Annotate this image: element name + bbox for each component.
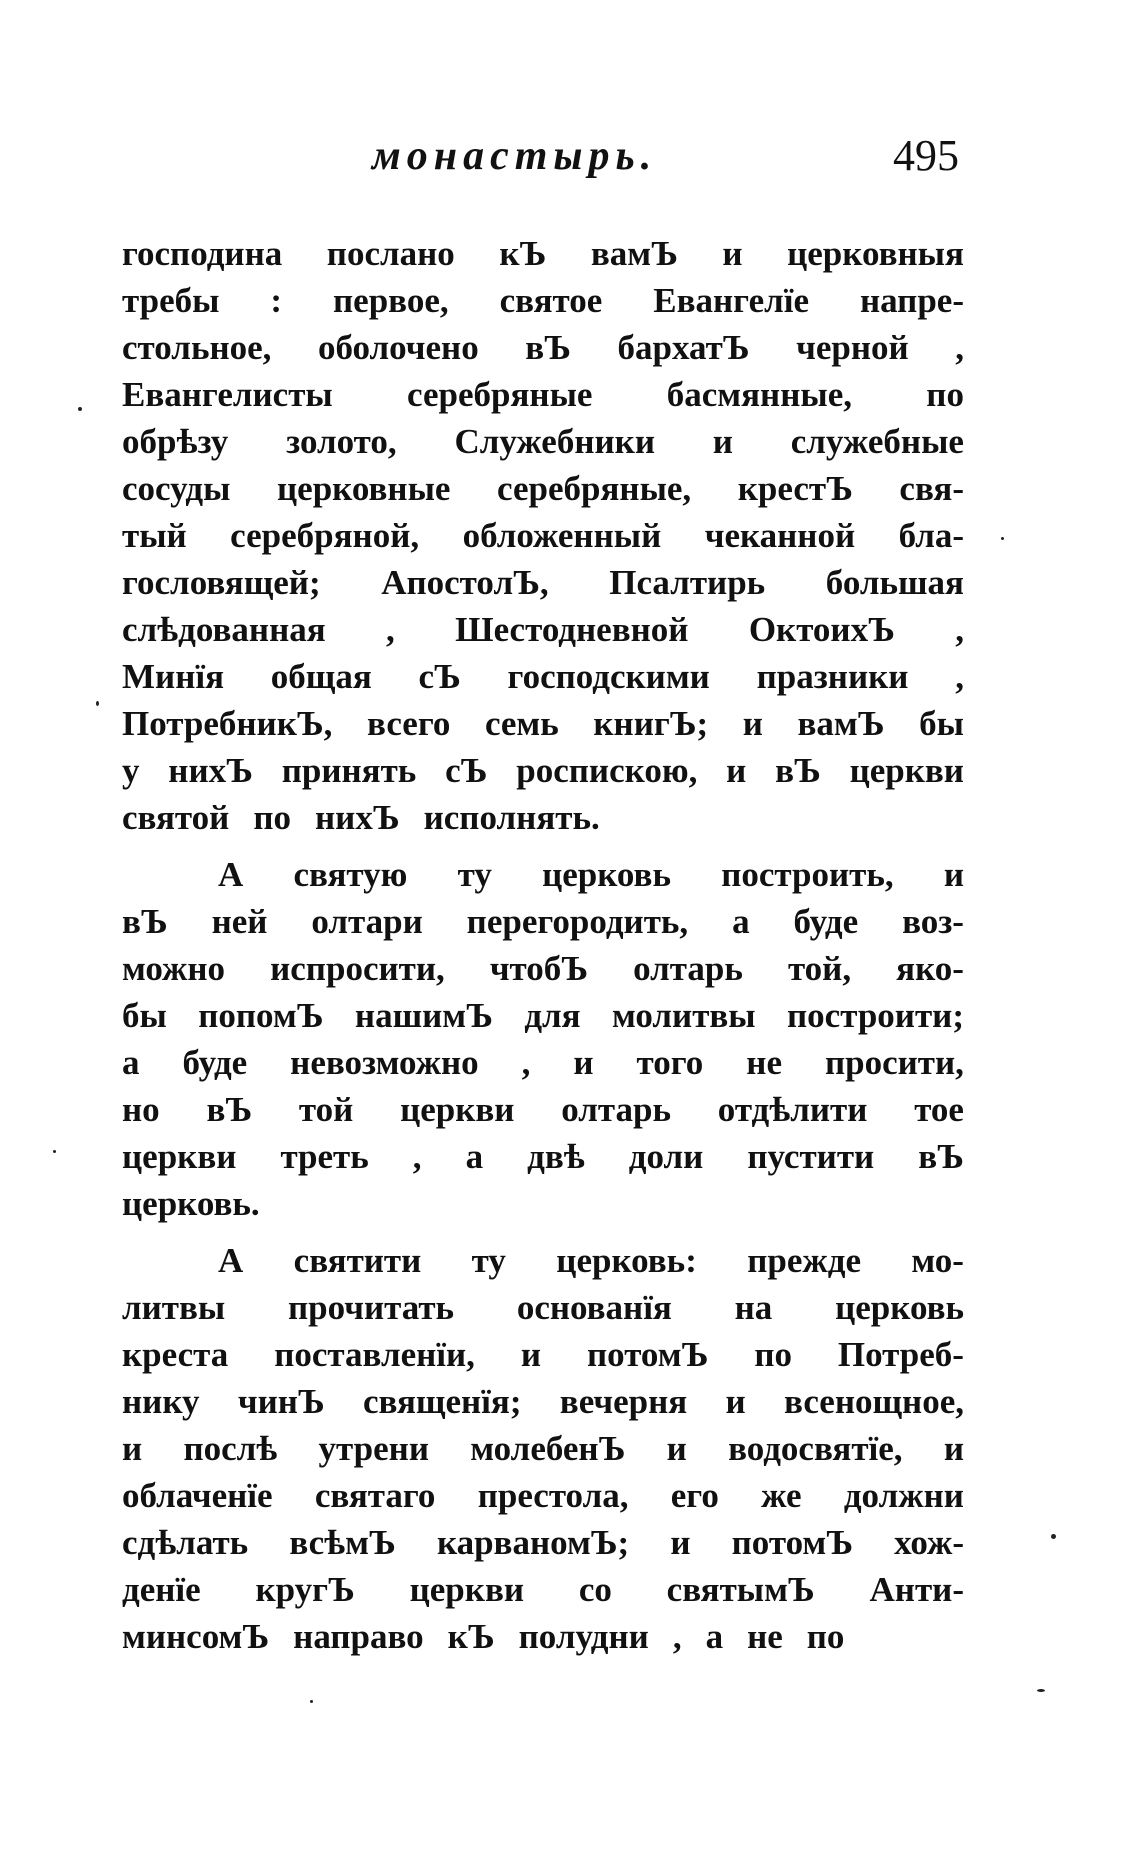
word: гословящей; [122, 563, 321, 602]
word: послѣ [183, 1429, 278, 1468]
word: испросити, [270, 949, 445, 988]
word: невозможно [290, 1043, 479, 1082]
word: слѣдованная [122, 610, 326, 649]
word: церкви [400, 1090, 515, 1129]
word: напре- [859, 281, 964, 320]
word: чеканной [704, 516, 856, 555]
text-line [122, 418, 964, 465]
word: хож- [894, 1523, 964, 1562]
word: , [412, 1137, 422, 1176]
word: церкви [122, 1137, 237, 1176]
word: направо [293, 1617, 424, 1656]
word: , [521, 1043, 531, 1082]
body-text [122, 230, 964, 1660]
text-line [122, 465, 964, 512]
text-line [122, 1378, 964, 1425]
paragraph [122, 230, 964, 841]
print-speck [1051, 1534, 1056, 1539]
word: вЪ [525, 328, 571, 367]
word: ОктоихЪ [748, 610, 895, 649]
word: церковь [835, 1288, 964, 1327]
text-line [122, 1039, 964, 1086]
word: серебряной, [230, 516, 420, 555]
word: бы [122, 996, 167, 1035]
word: и [666, 1429, 687, 1468]
word: потомЪ [731, 1523, 854, 1562]
word: и [742, 704, 763, 743]
paragraph [122, 1237, 964, 1660]
word: всего [367, 704, 451, 743]
word: святымЪ [666, 1570, 815, 1609]
word: нику [122, 1382, 200, 1421]
word: а [732, 902, 750, 941]
word: по [754, 1335, 792, 1374]
word: кЪ [447, 1617, 495, 1656]
word: полудни [518, 1617, 649, 1656]
text-line [122, 1519, 964, 1566]
word: карваномЪ; [436, 1523, 630, 1562]
word: вамЪ [797, 704, 885, 743]
word: нихЪ [314, 798, 400, 837]
word: водосвятїе, [728, 1429, 903, 1468]
text-line [122, 1237, 964, 1284]
word: сЪ [418, 657, 461, 696]
word: можно [122, 949, 226, 988]
word: облаченїе [122, 1476, 273, 1515]
paragraph-gap [122, 1227, 964, 1237]
word: Служебники [454, 422, 656, 461]
running-head [0, 128, 1140, 188]
word: святити [293, 1241, 422, 1280]
word: доли [628, 1137, 704, 1176]
word: чинЪ [237, 1382, 325, 1421]
word: не [746, 1043, 782, 1082]
word: той [298, 1090, 354, 1129]
word: церкви [409, 1570, 525, 1609]
word: первое, [333, 281, 449, 320]
word: и [520, 1335, 542, 1374]
text-line [122, 1472, 964, 1519]
word: ту [471, 1241, 506, 1280]
text-line [122, 1284, 964, 1331]
word: потомЪ [586, 1335, 709, 1374]
word: а [705, 1617, 724, 1656]
word: вЪ [775, 751, 821, 790]
word: отдѣлити [717, 1090, 868, 1129]
word: вамЪ [590, 234, 678, 273]
word: роспискою, [516, 751, 698, 790]
text-line [122, 1425, 964, 1472]
word: священїя; [363, 1382, 522, 1421]
word: а [122, 1043, 140, 1082]
word: сдѣлать [122, 1523, 249, 1562]
word: воз- [902, 902, 964, 941]
word: святой [122, 798, 230, 837]
print-speck [78, 407, 82, 411]
word: семь [484, 704, 559, 743]
word: и [943, 855, 964, 894]
text-line [122, 230, 964, 277]
word: церкви [849, 751, 964, 790]
print-speck [1037, 1689, 1045, 1692]
word: не [747, 1617, 783, 1656]
word: же [761, 1476, 802, 1515]
word: прочитать [288, 1288, 455, 1327]
word: Шестодневной [455, 610, 689, 649]
word: Анти- [869, 1570, 964, 1609]
word: , [955, 657, 964, 696]
word: минсомЪ [122, 1617, 270, 1656]
word: господскими [507, 657, 710, 696]
word: для [524, 996, 581, 1035]
word: бархатЪ [617, 328, 750, 367]
text-line [122, 794, 964, 841]
word: кругЪ [255, 1570, 355, 1609]
print-speck [53, 1150, 56, 1153]
word: просити, [824, 1043, 964, 1082]
word: поставленїи, [274, 1335, 475, 1374]
word: основанїя [516, 1288, 672, 1327]
word: крестЪ [737, 469, 853, 508]
text-line [122, 1180, 964, 1227]
word: и [722, 234, 743, 273]
word: олтари [311, 902, 423, 941]
word: попомЪ [198, 996, 324, 1035]
word: бы [919, 704, 964, 743]
word: принять [281, 751, 417, 790]
word: , [955, 328, 964, 367]
word: Евангелисты [122, 375, 333, 414]
word: всѣмЪ [289, 1523, 396, 1562]
word: святое [499, 281, 603, 320]
text-line [122, 992, 964, 1039]
word: буде [182, 1043, 248, 1082]
word: прежде [747, 1241, 862, 1280]
word: по [926, 375, 964, 414]
text-line [122, 851, 964, 898]
word: пустити [747, 1137, 875, 1176]
word: служебные [790, 422, 964, 461]
word: буде [793, 902, 859, 941]
word: Евангелїе [653, 281, 810, 320]
word: , [386, 610, 395, 649]
word: черной [796, 328, 909, 367]
text-line [122, 898, 964, 945]
word: чтобЪ [489, 949, 589, 988]
word: А [218, 1241, 244, 1280]
word: оболочено [317, 328, 479, 367]
word: празники [756, 657, 909, 696]
text-line [122, 945, 964, 992]
paragraph-gap [122, 841, 964, 851]
word: а [465, 1137, 484, 1176]
word: , [672, 1617, 682, 1656]
word: утрени [318, 1429, 429, 1468]
word: святую [293, 855, 408, 894]
word: его [670, 1476, 719, 1515]
word: , [955, 610, 964, 649]
text-line [122, 277, 964, 324]
word: олтарь [633, 949, 743, 988]
word: двѣ [527, 1137, 585, 1176]
word: и [122, 1429, 143, 1468]
word: серебряные [407, 375, 593, 414]
word: церковь: [556, 1241, 697, 1280]
word: Минїя [122, 657, 225, 696]
text-line [122, 1331, 964, 1378]
text-line [122, 512, 964, 559]
text-line [122, 1133, 964, 1180]
text-line [122, 559, 964, 606]
word: золото, [286, 422, 397, 461]
word: престола, [477, 1476, 629, 1515]
word: креста [122, 1335, 229, 1374]
word: АпостолЪ, [381, 563, 549, 602]
word: церковь. [122, 1184, 260, 1223]
word: серебряные, [497, 469, 692, 508]
word: построити; [787, 996, 964, 1035]
word: церковь [542, 855, 671, 894]
print-speck [310, 1700, 313, 1703]
word: большая [825, 563, 964, 602]
text-line [122, 324, 964, 371]
word: : [270, 281, 283, 320]
word: яко- [896, 949, 964, 988]
word: молитвы [611, 996, 756, 1035]
word: построить, [721, 855, 894, 894]
word: стольное, [122, 328, 272, 367]
word: той, [787, 949, 852, 988]
print-speck [96, 701, 99, 706]
word: и [726, 751, 747, 790]
page-number: 495 [893, 131, 959, 180]
word: должни [843, 1476, 964, 1515]
word: молебенЪ [470, 1429, 626, 1468]
word: нашимЪ [354, 996, 493, 1035]
word: вЪ [206, 1090, 253, 1129]
word: общая [270, 657, 372, 696]
text-line [122, 606, 964, 653]
word: по [253, 798, 291, 837]
word: книгЪ; [593, 704, 709, 743]
word: А [218, 855, 244, 894]
word: свя- [899, 469, 964, 508]
word: перегородить, [466, 902, 689, 941]
text-line [122, 653, 964, 700]
word: литвы [122, 1288, 226, 1327]
word: исполнять. [423, 798, 600, 837]
word: олтарь [561, 1090, 672, 1129]
paragraph [122, 851, 964, 1227]
word: но [122, 1090, 160, 1129]
word: вЪ [918, 1137, 964, 1176]
word: послано [326, 234, 455, 273]
word: ПотребникЪ, [122, 704, 333, 743]
text-line [122, 371, 964, 418]
word: ту [457, 855, 492, 894]
text-line [122, 700, 964, 747]
word: со [578, 1570, 612, 1609]
word: и [670, 1523, 691, 1562]
text-line [122, 1566, 964, 1613]
word: и [712, 422, 733, 461]
word: треть [280, 1137, 369, 1176]
word: святаго [314, 1476, 436, 1515]
word: ней [211, 902, 268, 941]
word: Потреб- [837, 1335, 964, 1374]
running-title: монастырь. [372, 133, 658, 179]
word: церковные [277, 469, 451, 508]
print-speck [1001, 537, 1004, 540]
word: по [806, 1617, 845, 1656]
word: вечерня [559, 1382, 688, 1421]
word: на [734, 1288, 773, 1327]
word: и [943, 1429, 964, 1468]
word: вЪ [122, 902, 168, 941]
word: сЪ [445, 751, 488, 790]
word: кЪ [499, 234, 547, 273]
text-line [122, 1613, 964, 1660]
word: и [725, 1382, 746, 1421]
word: басмянные, [666, 375, 853, 414]
word: обрѣзу [122, 422, 229, 461]
word: обложенный [462, 516, 662, 555]
word: денїе [122, 1570, 201, 1609]
word: мо- [911, 1241, 964, 1280]
word: требы [122, 281, 220, 320]
word: тый [122, 516, 187, 555]
word: Псалтирь [609, 563, 766, 602]
word: того [636, 1043, 704, 1082]
word: церковныя [787, 234, 964, 273]
word: и [573, 1043, 594, 1082]
word: сосуды [122, 469, 231, 508]
text-line [122, 1086, 964, 1133]
word: бла- [898, 516, 964, 555]
word: господина [122, 234, 283, 273]
word: нихЪ [168, 751, 253, 790]
word: у [122, 751, 140, 790]
word: всенощное, [784, 1382, 964, 1421]
word: тое [914, 1090, 964, 1129]
text-line [122, 747, 964, 794]
